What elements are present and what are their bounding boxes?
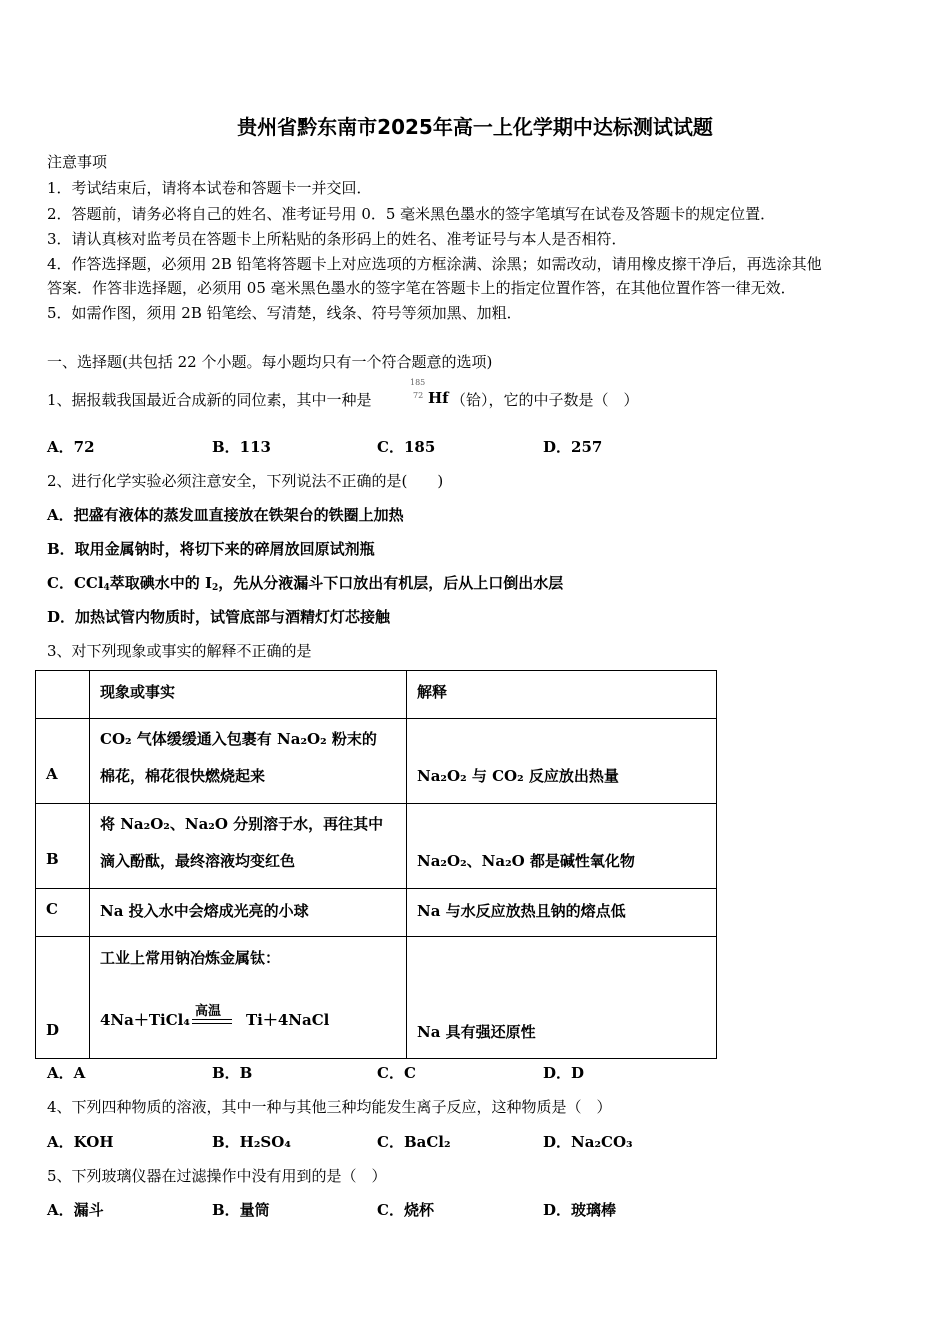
row-label: C [46, 900, 58, 918]
option-a: A．72 [47, 438, 95, 456]
option-b: B．量筒 [212, 1201, 270, 1219]
phenomenon-text: 棉花，棉花很快燃烧起来 [100, 767, 266, 785]
explanation-text: Na₂O₂ 与 CO₂ 反应放出热量 [417, 767, 619, 785]
question-3-stem: 3、对下列现象或事实的解释不正确的是 [47, 642, 312, 660]
equal-sign-bottom [192, 1023, 232, 1024]
equation-right: Ti＋4NaCl [246, 1011, 330, 1029]
phenomenon-text: 滴入酚酞，最终溶液均变红色 [100, 852, 296, 870]
option-a: A．把盛有液体的蒸发皿直接放在铁架台的铁圈上加热 [47, 506, 404, 524]
row-label: B [46, 850, 59, 868]
notice-item: 4．作答选择题，必须用 2B 铅笔将答题卡上对应选项的方框涂满、涂黑；如需改动，请用橡皮擦干净后，再选涂其他 [47, 255, 822, 273]
option-a: A．KOH [47, 1133, 114, 1151]
row-label: D [46, 1021, 60, 1039]
equation-left: 4Na＋TiCl₄ [100, 1011, 190, 1029]
notice-item: 答案．作答非选择题，必须用 05 毫米黑色墨水的签字笔在答题卡上的指定位置作答，在其他位置作答一律无效． [47, 279, 796, 297]
phenomenon-text: Na 投入水中会熔成光亮的小球 [100, 902, 309, 920]
option-d: D．加热试管内物质时，试管底部与酒精灯灯芯接触 [47, 608, 391, 626]
option-c: C．BaCl₂ [377, 1133, 451, 1151]
option-c: C．烧杯 [377, 1201, 434, 1219]
option-c: C．C [377, 1064, 416, 1082]
notice-item: 3．请认真核对监考员在答题卡上所粘贴的条形码上的姓名、准考证号与本人是否相符． [47, 230, 627, 248]
explanation-text: Na 与水反应放热且钠的熔点低 [417, 902, 626, 920]
table-row [36, 889, 717, 937]
option-d: D．Na₂CO₃ [543, 1133, 633, 1151]
header-phenomenon: 现象或事实 [100, 683, 176, 701]
option-a: A．漏斗 [47, 1201, 104, 1219]
phenomenon-text: 工业上常用钠冶炼金属钛： [100, 949, 281, 967]
table-row [36, 937, 717, 1059]
row-label: A [46, 765, 58, 783]
option-a: A．A [47, 1064, 86, 1082]
option-c: C．185 [377, 438, 436, 456]
option-b: B．113 [212, 438, 271, 456]
question-2-stem: 2、进行化学实验必须注意安全，下列说法不正确的是( ) [47, 472, 444, 490]
table-row [36, 804, 717, 889]
phenomenon-text: CO₂ 气体缓缓通入包裹有 Na₂O₂ 粉末的 [100, 730, 377, 748]
condition-text: 高温 [195, 1004, 222, 1019]
question-1-stem-end: （铪），它的中子数是（ ） [451, 391, 639, 409]
isotope-element: Hf [428, 389, 449, 407]
option-d: D．D [543, 1064, 585, 1082]
option-b: B．取用金属钠时，将切下来的碎屑放回原试剂瓶 [47, 540, 375, 558]
notice-heading: 注意事项 [47, 153, 108, 171]
explanation-text: Na 具有强还原性 [417, 1023, 536, 1041]
isotope-atomic-number: 72 [413, 391, 424, 400]
notice-item: 2．答题前，请务必将自己的姓名、准考证号用 0．5 毫米黑色墨水的签字笔填写在试卷及答题卡的规定位置． [47, 205, 776, 223]
explanation-text: Na₂O₂、Na₂O 都是碱性氧化物 [417, 852, 635, 870]
isotope-mass-number: 185 [410, 378, 426, 387]
option-b: B．B [212, 1064, 253, 1082]
equal-sign-top [192, 1019, 232, 1020]
table-row [36, 719, 717, 804]
table-header-row [36, 671, 717, 719]
explanation-table [35, 670, 717, 1059]
page-title: 贵州省黔东南市2025年高一上化学期中达标测试试题 [237, 115, 713, 139]
header-explanation: 解释 [417, 683, 448, 701]
option-c: C．CCl$_4$萃取碘水中的 $I_2$，先从分液漏斗下口放出有机层，后从上口倒出水层 [47, 574, 564, 593]
option-d: D．257 [543, 438, 603, 456]
question-4-stem: 4、下列四种物质的溶液，其中一种与其他三种均能发生离子反应，这种物质是（ ） [47, 1098, 612, 1116]
question-5-stem: 5、下列玻璃仪器在过滤操作中没有用到的是（ ） [47, 1167, 387, 1185]
section-heading: 一、选择题(共包括 22 个小题。每小题均只有一个符合题意的选项) [47, 353, 493, 371]
phenomenon-text: 将 Na₂O₂、Na₂O 分别溶于水，再往其中 [100, 815, 384, 833]
notice-item: 1．考试结束后，请将本试卷和答题卡一并交回． [47, 179, 372, 197]
notice-item: 5．如需作图，须用 2B 铅笔绘、写清楚，线条、符号等须加黑、加粗． [47, 304, 522, 322]
question-1-stem: 1、据报载我国最近合成新的同位素，其中一种是 [47, 391, 372, 409]
option-d: D．玻璃棒 [543, 1201, 617, 1219]
option-b: B．H₂SO₄ [212, 1133, 291, 1151]
